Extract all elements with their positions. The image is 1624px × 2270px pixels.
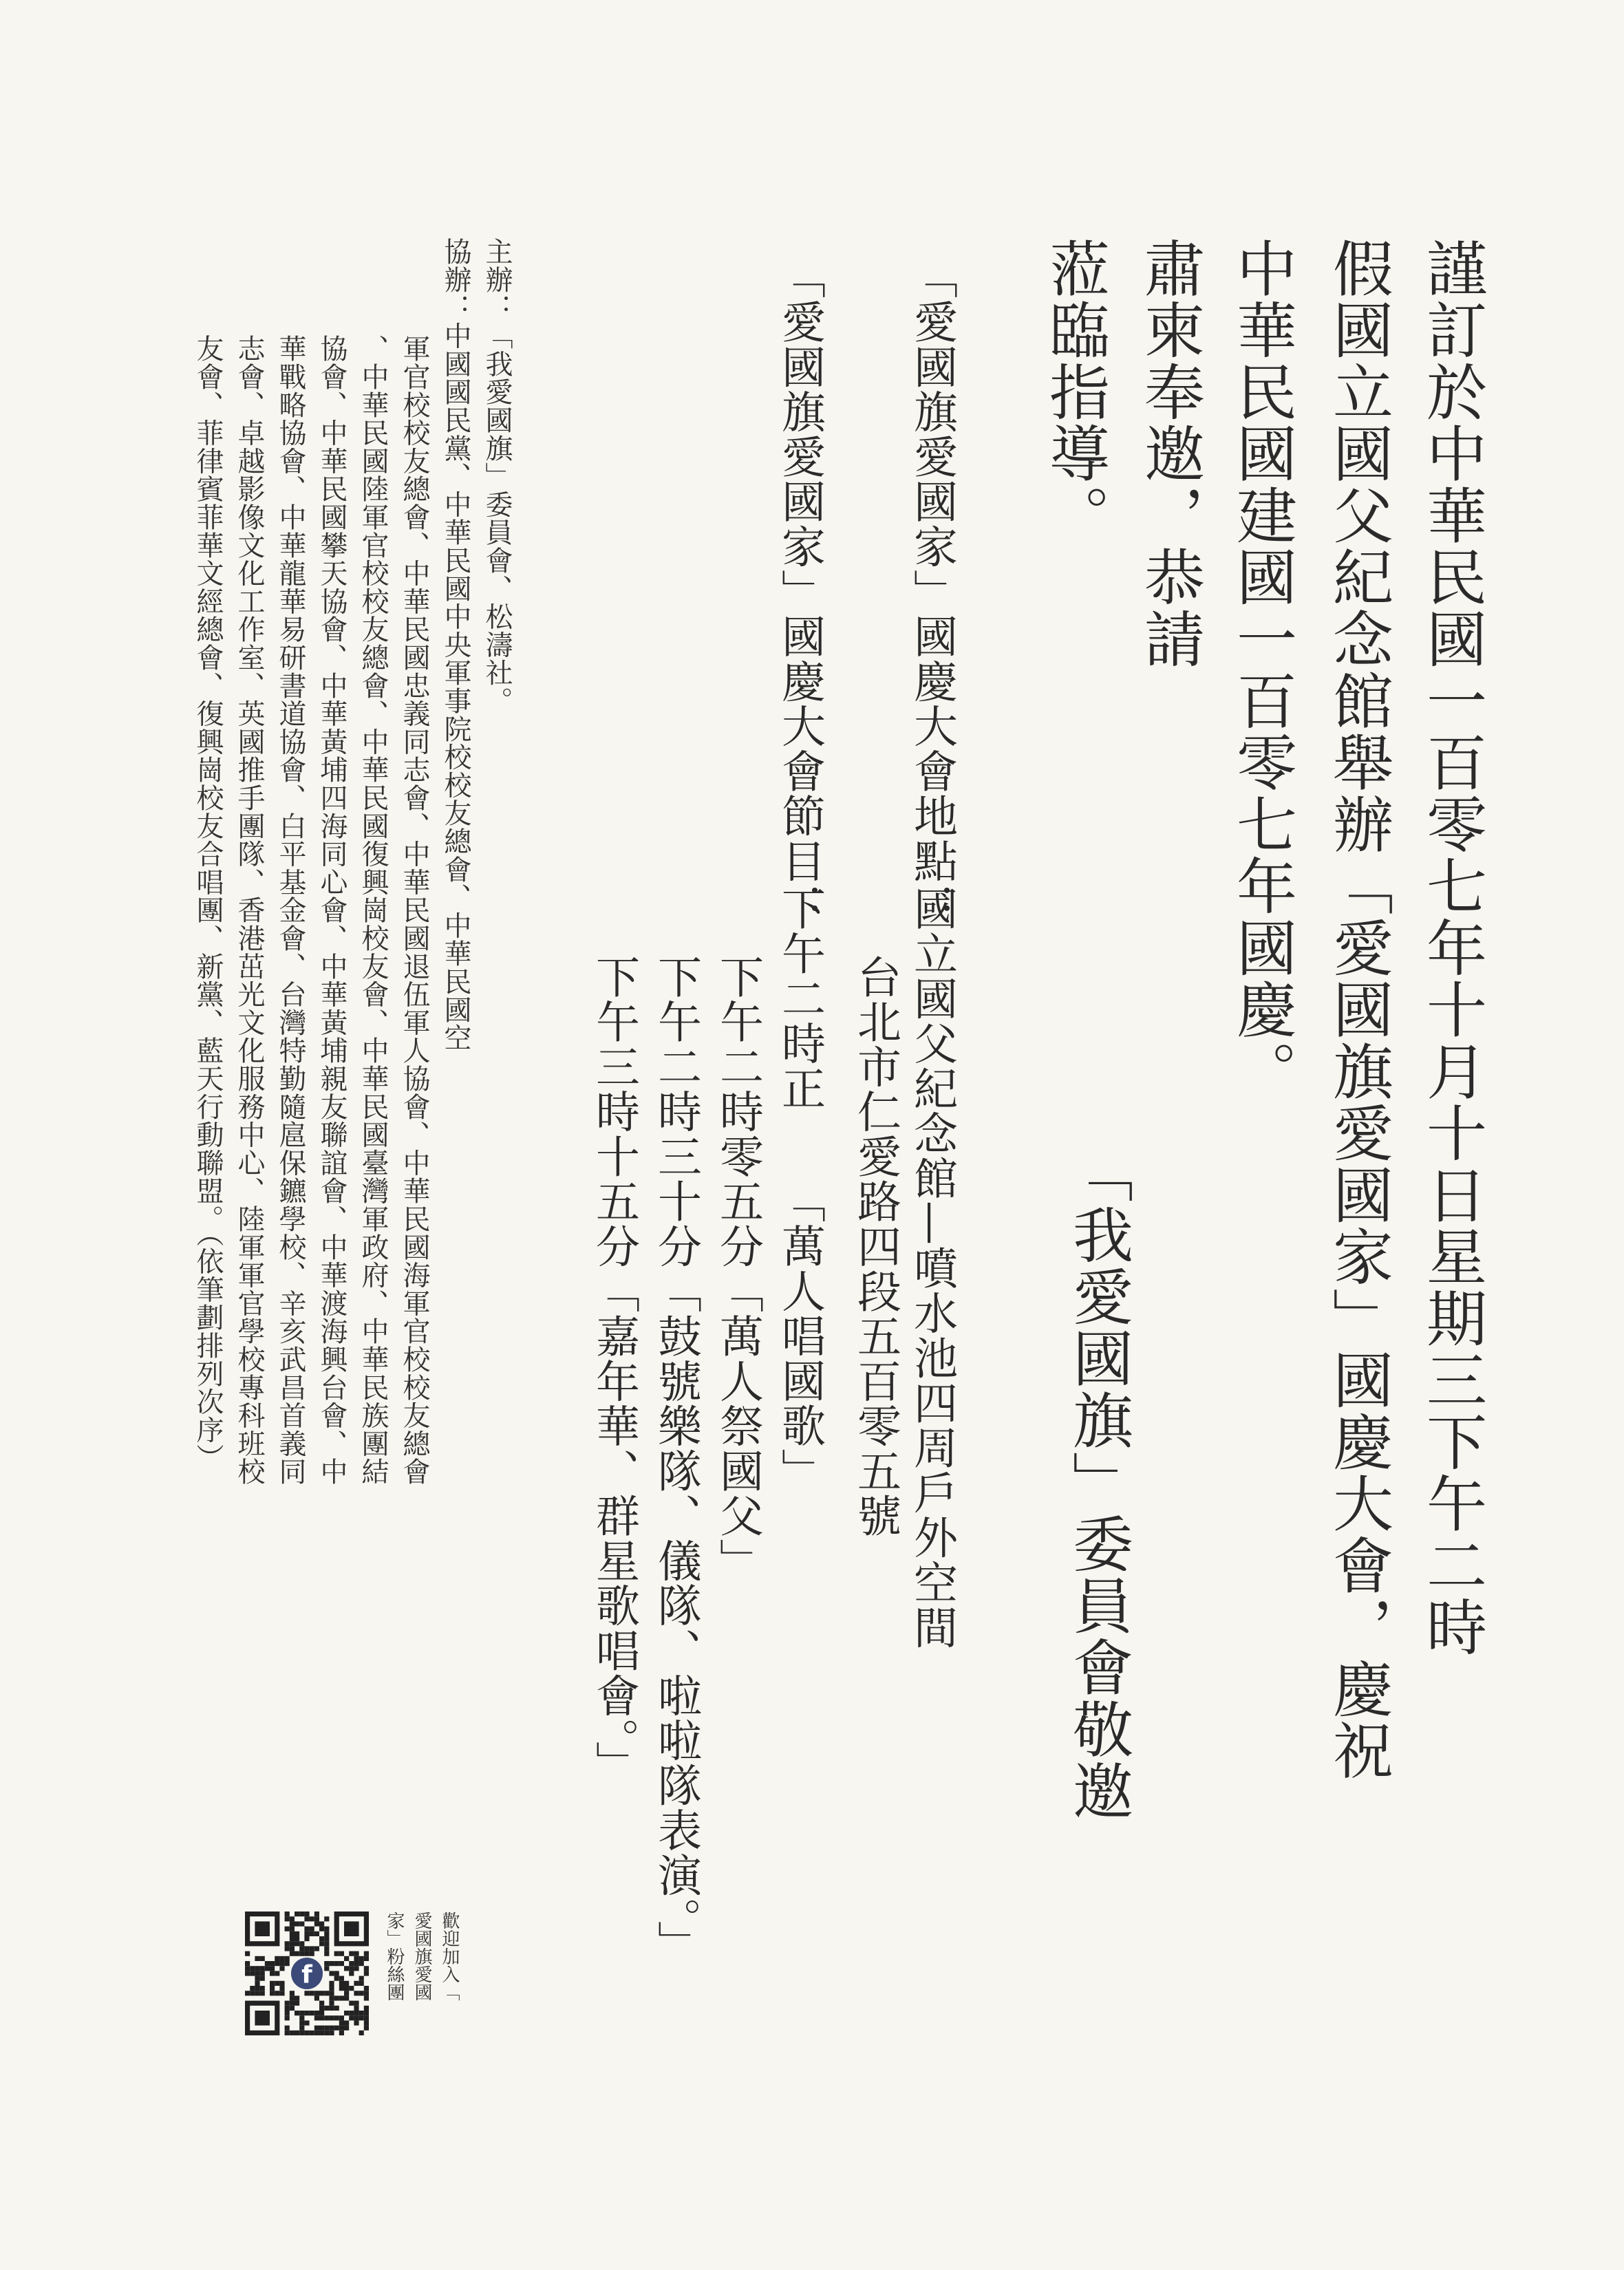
program-item-3: 下午二時三十分「鼓號樂隊、儀隊、啦啦隊表演。」	[650, 954, 701, 1966]
qr-caption-line-2: 愛國旗愛國	[412, 1912, 432, 2001]
program-item-4: 下午三時十五分「嘉年華、群星歌唱會。」	[588, 954, 639, 1786]
qr-caption-line-3: 家」粉絲團	[384, 1912, 405, 2001]
co-organizers-line-6: 志會、卓越影像文化工作室、英國推手團隊、香港茁光文化服務中心、陸軍軍官學校專科班校	[233, 334, 265, 1486]
program-item-2: 下午二時零五分「萬人祭國父」	[712, 954, 763, 1583]
invitation-signature: 「我愛國旗」委員會敬邀	[1063, 1142, 1134, 1822]
co-organizers-line-2: 軍官校校友總會、中華民國忠義同志會、中華民國退伍軍人協會、中華民國海軍官校校友總會	[398, 334, 430, 1486]
program-item-1: 下午二時正 「萬人唱國歌」	[774, 886, 825, 1493]
qr-code[interactable]	[245, 1912, 369, 2035]
co-organizers-line-1: 協辦：中國國民黨、中華民國中央軍事院校校友總會、中華民國空	[440, 237, 471, 1052]
host-line: 主辦：「我愛國旗」委員會、松濤社。	[481, 237, 513, 715]
facebook-icon-glyph: f	[301, 1960, 312, 1989]
venue-label: 「愛國旗愛國家」國慶大會地點：	[906, 255, 957, 929]
co-organizers-line-3: 、中華民國陸軍官校校友總會、中華民國復興崗校友會、中華民國臺灣軍政府、中華民族團結	[357, 334, 389, 1486]
invitation-line-1: 謹訂於中華民國一百零七年十月十日星期三下午二時	[1417, 237, 1488, 1658]
venue-place: 國立國父紀念館—噴水池四周戶外空間	[906, 886, 957, 1650]
venue-address: 台北市仁愛路四段五百零五號	[850, 954, 901, 1539]
invitation-line-5: 蒞臨指導。	[1040, 237, 1111, 546]
co-organizers-line-7: 友會、菲律賓菲華文經總會、復興崗校友合唱團、新黨、藍天行動聯盟。（依筆劃排列次序）	[192, 334, 224, 1472]
co-organizers-line-4: 協會、中華民國攀天協會、中華黃埔四海同心會、中華黃埔親友聯誼會、中華渡海興台會、中	[316, 334, 348, 1486]
invitation-line-4: 肅柬奉邀，恭請	[1135, 237, 1206, 670]
invitation-line-2: 假國立國父紀念館舉辦「愛國旗愛國家」國慶大會，慶祝	[1323, 237, 1394, 1781]
qr-caption-line-1: 歡迎加入「	[439, 1912, 460, 2001]
co-organizers-line-5: 華戰略協會、中華龍華易研書道協會、白平基金會、台灣特勤隨扈保鑣學校、辛亥武昌首義同	[275, 334, 306, 1486]
invitation-line-3: 中華民國建國一百零七年國慶。	[1227, 237, 1298, 1102]
program-label: 「愛國旗愛國家」國慶大會節目：	[774, 255, 825, 929]
